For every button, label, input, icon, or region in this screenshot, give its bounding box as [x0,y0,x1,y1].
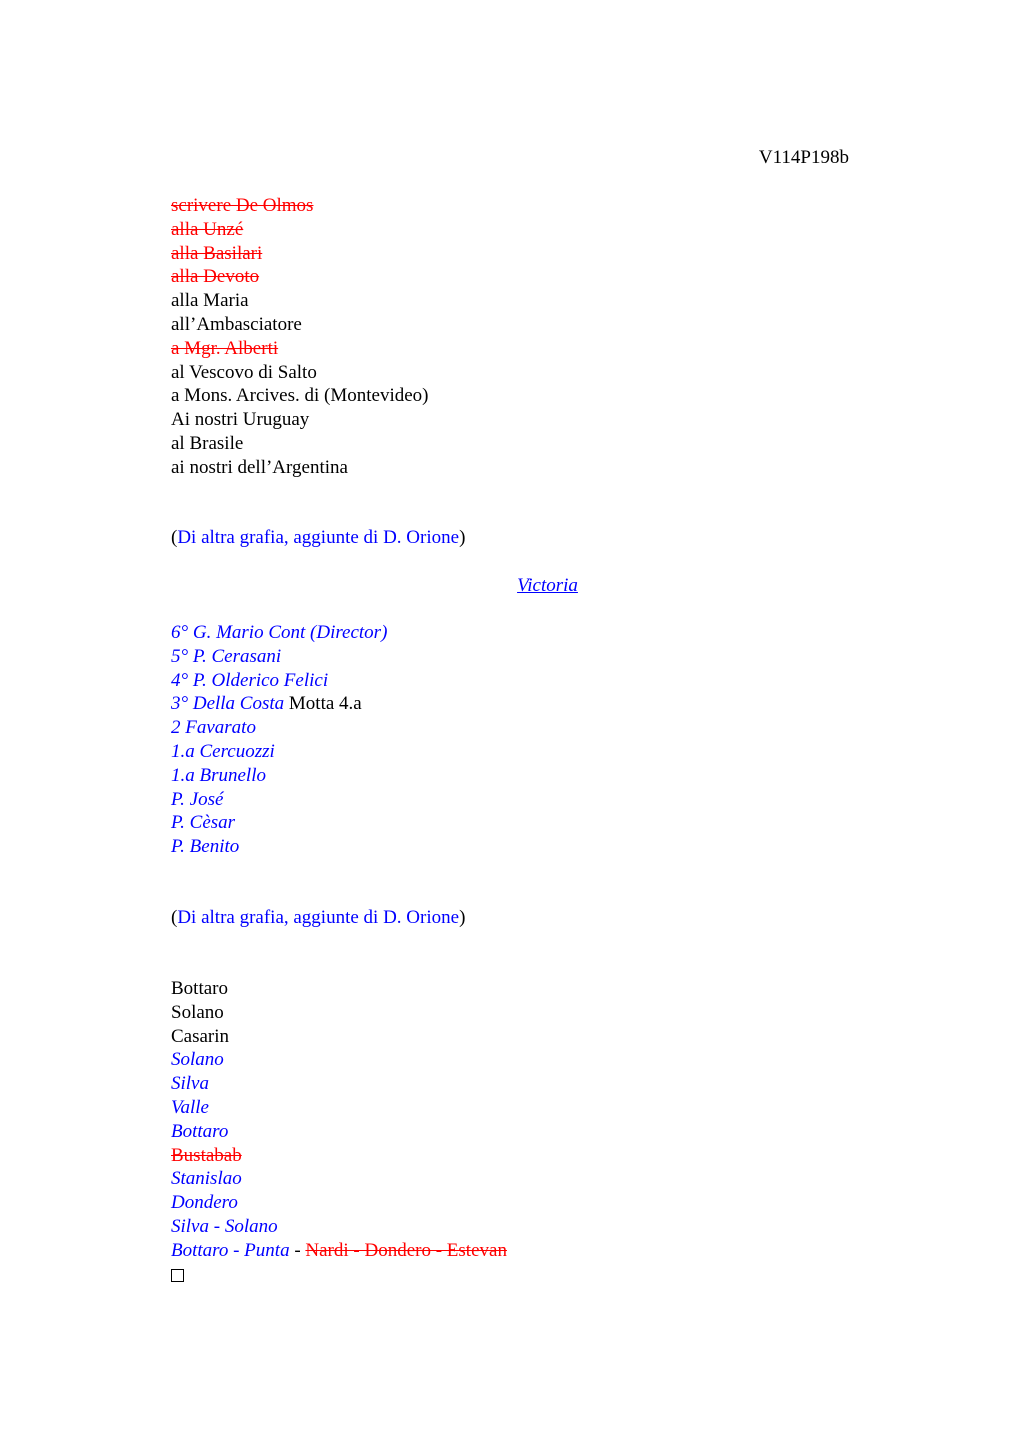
member-name: 3° Della Costa [171,693,285,715]
list-item [171,408,429,432]
recipient-text-deleted: scrivere De Olmos [171,195,314,216]
member-name: P. José [171,788,224,810]
member-name: 1.a Brunello [171,764,266,786]
list-item [171,384,429,408]
name-text: Valle [171,1096,209,1118]
recipient-text: al Brasile [171,432,244,454]
names-list [171,977,507,1286]
name-text: Bottaro [171,978,228,999]
list-item [171,764,387,788]
victoria-list [171,621,387,859]
empty-box-glyph [171,1269,184,1282]
list-item [171,1096,507,1120]
member-note: Motta 4.a [284,693,362,715]
list-item [171,1048,507,1072]
list-item [171,456,429,480]
recipient-text-deleted: a Mgr. Alberti [171,337,279,359]
member-name: 6° G. Mario Cont (Director) [171,622,388,643]
list-item [171,1263,507,1287]
note-open-paren: ( [171,527,178,548]
list-item [171,194,429,218]
list-item [171,242,429,266]
name-text-deleted: Bustabab [171,1144,242,1166]
member-name: 4° P. Olderico Felici [171,669,329,691]
list-item [171,337,429,361]
note-close-paren: ) [459,907,466,928]
list-item [171,788,387,812]
recipient-text: ai nostri dell’Argentina [171,456,348,478]
name-text: Stanislao [171,1168,242,1190]
list-item [171,716,387,740]
name-text: Silva [171,1073,209,1095]
recipient-text-deleted: alla Basilari [171,242,263,264]
list-item [171,1025,507,1049]
list-item [171,1120,507,1144]
list-item [171,1191,507,1215]
list-item [171,1001,507,1025]
name-text: Solano [171,1049,224,1071]
list-item [171,1239,507,1263]
editorial-note [171,526,465,550]
name-text-deleted: Nardi - Dondero - Estevan [305,1239,507,1261]
name-text: Silva - Solano [171,1215,278,1237]
list-item [171,835,387,859]
list-item [171,692,387,716]
separator: - [289,1239,306,1261]
recipients-list [171,194,429,480]
member-name: 2 Favarato [171,717,256,739]
list-item [171,740,387,764]
name-text: Bottaro - Punta [171,1239,290,1261]
list-item [171,645,387,669]
editorial-note [171,906,465,930]
recipient-text-deleted: alla Devoto [171,266,260,288]
list-item [171,1167,507,1191]
member-name: P. Cèsar [171,812,236,834]
list-item [171,265,429,289]
name-text: Dondero [171,1192,238,1214]
list-item [171,313,429,337]
recipient-text: alla Maria [171,290,249,312]
note-text: Di altra grafia, aggiunte di D. Orione [177,527,460,548]
page-reference: V114P198b [758,147,849,168]
recipient-text: all’Ambasciatore [171,313,302,335]
recipient-text: Ai nostri Uruguay [171,409,310,431]
name-text: Casarin [171,1025,230,1047]
section-title: Victoria [517,575,578,596]
note-open-paren: ( [171,907,178,928]
list-item [171,289,429,313]
list-item [171,218,429,242]
note-close-paren: ) [459,527,466,548]
note-text: Di altra grafia, aggiunte di D. Orione [177,907,460,928]
recipient-text: a Mons. Arcives. di (Montevideo) [171,385,429,407]
member-name: 5° P. Cerasani [171,645,282,667]
name-text: Solano [171,1001,224,1023]
list-item [171,361,429,385]
list-item [171,1144,507,1168]
list-item [171,621,387,645]
recipient-text: al Vescovo di Salto [171,361,317,383]
list-item [171,669,387,693]
member-name: P. Benito [171,836,240,858]
list-item [171,1072,507,1096]
list-item [171,977,507,1001]
member-name: 1.a Cercuozzi [171,740,275,762]
recipient-text-deleted: alla Unzé [171,218,244,240]
list-item [171,1215,507,1239]
list-item [171,811,387,835]
list-item [171,432,429,456]
name-text: Bottaro [171,1120,229,1142]
